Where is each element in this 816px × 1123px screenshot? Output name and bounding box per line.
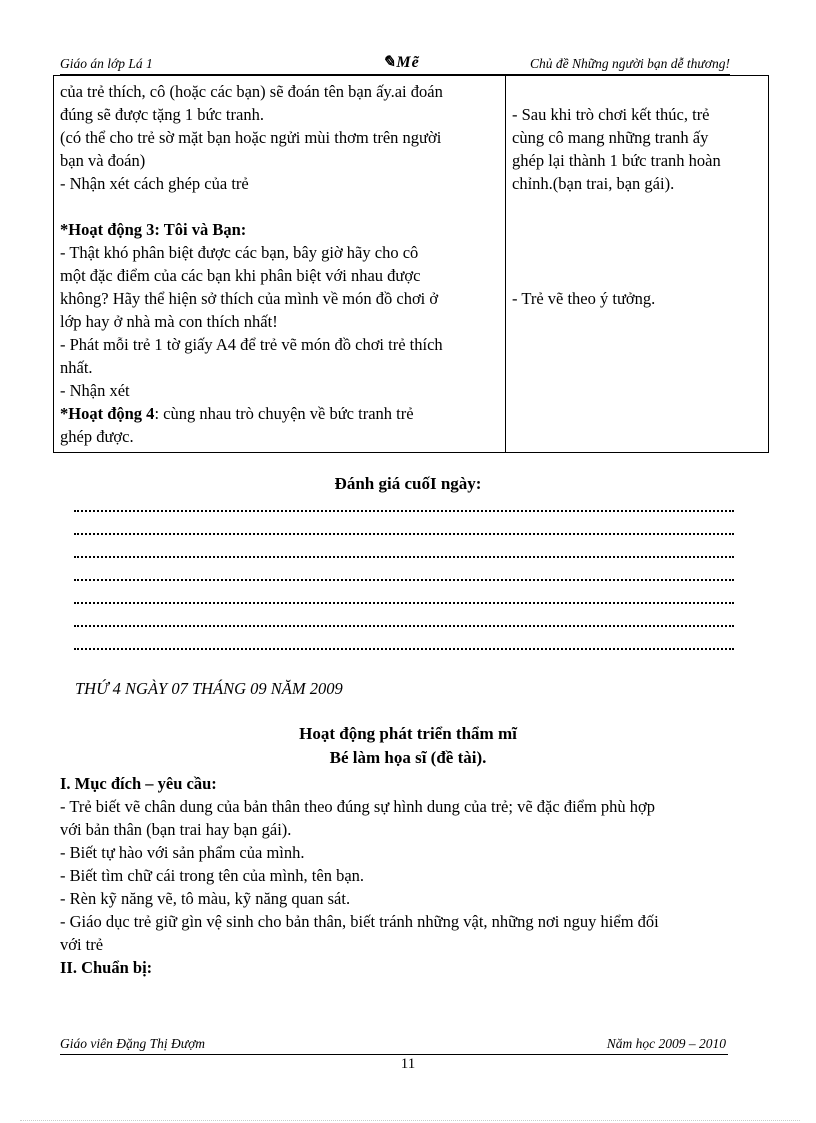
dotted-line <box>74 638 734 650</box>
activity4-text: : cùng nhau trò chuyện về bức tranh trẻ <box>154 404 414 423</box>
text-line: đúng sẽ được tặng 1 bức tranh. <box>60 105 264 124</box>
dotted-line <box>74 500 734 512</box>
footer-left: Giáo viên Đặng Thị Đượm <box>60 1036 206 1051</box>
text-line: chỉnh.(bạn trai, bạn gái). <box>512 174 675 193</box>
text-line: ghép lại thành 1 bức tranh hoàn <box>512 151 721 170</box>
text-line: với bản thân (bạn trai hay bạn gái). <box>60 820 292 839</box>
text-line: một đặc điểm của các bạn khi phân biệt với nhau được <box>60 266 421 285</box>
text-line: - Nhận xét <box>60 381 130 400</box>
lesson-subtitle: Bé làm họa sĩ (đề tài). <box>329 748 487 767</box>
text-line: cùng cô mang những tranh ấy <box>512 128 709 147</box>
activity3-title: *Hoạt động 3: Tôi và Bạn: <box>60 220 247 239</box>
text-line: lớp hay ở nhà mà con thích nhất! <box>60 312 278 331</box>
table-left-cell <box>54 76 506 453</box>
lesson-title: Hoạt động phát triển thẩm mĩ <box>299 724 517 743</box>
text-line: - Trẻ biết vẽ chân dung của bản thân theo đúng sự hình dung của trẻ; vẽ đặc điểm phù hợp <box>60 797 656 816</box>
text-line: với trẻ <box>60 935 104 954</box>
text-line: bạn và đoán) <box>60 151 146 170</box>
text-line: - Phát mỗi trẻ 1 tờ giấy A4 để trẻ vẽ món đồ chơi trẻ thích <box>60 335 443 354</box>
text-line: của trẻ thích, cô (hoặc các bạn) sẽ đoán tên bạn ấy.ai đoán <box>60 82 443 101</box>
header-left: Giáo án lớp Lá 1 <box>60 56 153 71</box>
footer-right: Năm học 2009 – 2010 <box>606 1036 726 1051</box>
activity4-line <box>60 402 499 425</box>
text-line: - Sau khi trò chơi kết thúc, trẻ <box>512 105 710 124</box>
lesson-body <box>60 772 760 979</box>
text-line: - Thật khó phân biệt được các bạn, bây giờ hãy cho cô <box>60 243 419 262</box>
evaluation-title: Đánh giá cuốI ngày: <box>334 474 482 493</box>
dotted-line <box>74 615 734 627</box>
text-line: - Giáo dục trẻ giữ gìn vệ sinh cho bản thân, biết tránh những vật, những nơi nguy hiểm đối <box>60 912 659 931</box>
dotted-line <box>74 523 734 535</box>
activity-table <box>53 75 769 453</box>
text-line: nhất. <box>60 358 93 377</box>
dotted-line <box>74 569 734 581</box>
text-line: ghép được. <box>60 427 134 446</box>
page-number: 11 <box>400 1056 416 1072</box>
page-footer <box>60 1036 728 1055</box>
day-heading: THỨ 4 NGÀY 07 THÁNG 09 NĂM 2009 <box>75 679 343 698</box>
page-header <box>60 54 730 75</box>
text-line: - Biết tìm chữ cái trong tên của mình, tên bạn. <box>60 866 365 885</box>
text-line: - Biết tự hào với sản phẩm của mình. <box>60 843 305 862</box>
header-logo: ✎Mẽ <box>382 54 420 71</box>
header-right: Chủ đề Những người bạn dễ thương! <box>530 56 730 71</box>
section-heading: I. Mục đích – yêu cầu: <box>60 774 217 793</box>
dotted-line <box>74 592 734 604</box>
dotted-line <box>74 546 734 558</box>
text-line: (có thể cho trẻ sờ mặt bạn hoặc ngửi mùi thơm trên người <box>60 128 442 147</box>
table-right-cell <box>506 76 769 453</box>
text-line: - Rèn kỹ năng vẽ, tô màu, kỹ năng quan sát. <box>60 889 351 908</box>
text-line: - Nhận xét cách ghép của trẻ <box>60 174 249 193</box>
activity4-label: *Hoạt động 4 <box>60 404 155 423</box>
text-line: không? Hãy thể hiện sở thích của mình về món đồ chơi ở <box>60 289 439 308</box>
section-heading: II. Chuẩn bị: <box>60 958 153 977</box>
page-edge <box>20 1120 800 1121</box>
text-line: - Trẻ vẽ theo ý tưởng. <box>512 289 656 308</box>
